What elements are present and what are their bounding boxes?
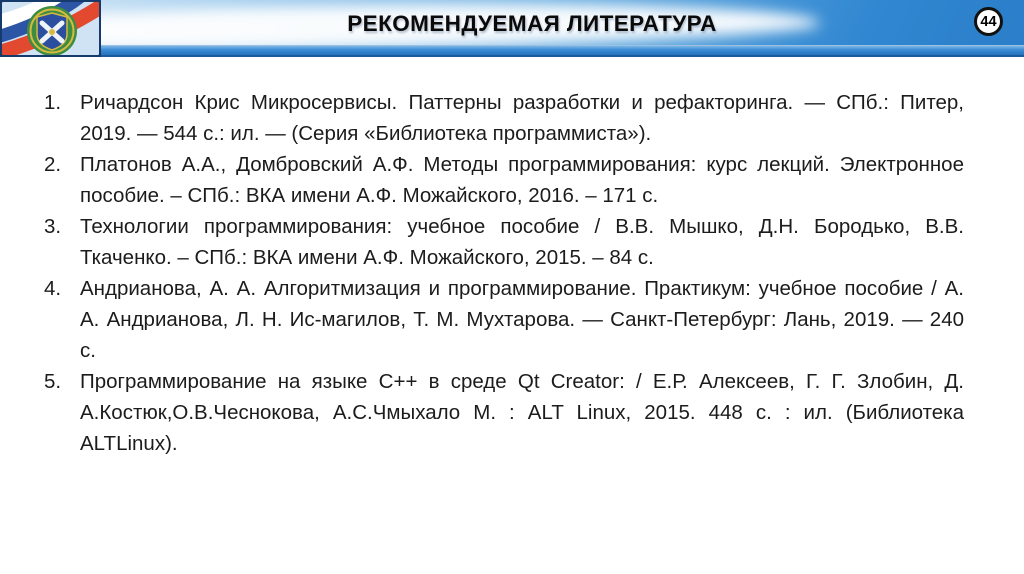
page-title: РЕКОМЕНДУЕМАЯ ЛИТЕРАТУРА xyxy=(347,10,717,36)
list-item xyxy=(44,149,964,211)
list-item-number: 1. xyxy=(44,91,62,114)
academy-emblem-icon xyxy=(0,0,101,57)
list-item-number: 5. xyxy=(44,370,62,393)
list-item xyxy=(44,273,964,366)
list-item-number: 2. xyxy=(44,153,62,176)
reference-text: Андрианова, А. А. Алгоритмизация и программирование. Практикум: учебное пособие / А. А. Андрианова, Л. Н. Ис-магилов, Т. М. Мухтарова. — Санкт-Петербург: Лань, 2019. — 240 с. xyxy=(80,277,964,362)
list-item-number: 3. xyxy=(44,215,62,238)
reference-text: Технологии программирования: учебное пособие / В.В. Мышко, Д.Н. Бородько, В.В. Ткаченко. – СПб.: ВКА имени А.Ф. Можайского, 2015. – 84 с. xyxy=(80,215,964,269)
list-item-number: 4. xyxy=(44,277,62,300)
page-number-badge: 44 xyxy=(974,7,1003,36)
reference-text: Платонов А.А., Домбровский А.Ф. Методы программирования: курс лекций. Электронное пособие. – СПб.: ВКА имени А.Ф. Можайского, 2016. – 171 с. xyxy=(80,153,964,207)
reference-list xyxy=(44,87,964,459)
list-item xyxy=(44,366,964,459)
reference-text: Программирование на языке C++ в среде Qt Creator: / Е.Р. Алексеев, Г. Г. Злобин, Д. А.Костюк,О.В.Чеснокова, А.С.Чмыхало М. : ALT Linux, 2015. 448 с. : ил. (Библиотека ALTLinux). xyxy=(80,370,964,455)
academy-emblem-svg xyxy=(0,0,101,57)
list-item xyxy=(44,87,964,149)
list-item xyxy=(44,211,964,273)
slide-header xyxy=(0,0,1024,57)
reference-text: Ричардсон Крис Микросервисы. Паттерны разработки и рефакторинга. — СПб.: Питер, 2019. — 544 с.: ил. — (Серия «Библиотека программиста»). xyxy=(80,91,964,145)
